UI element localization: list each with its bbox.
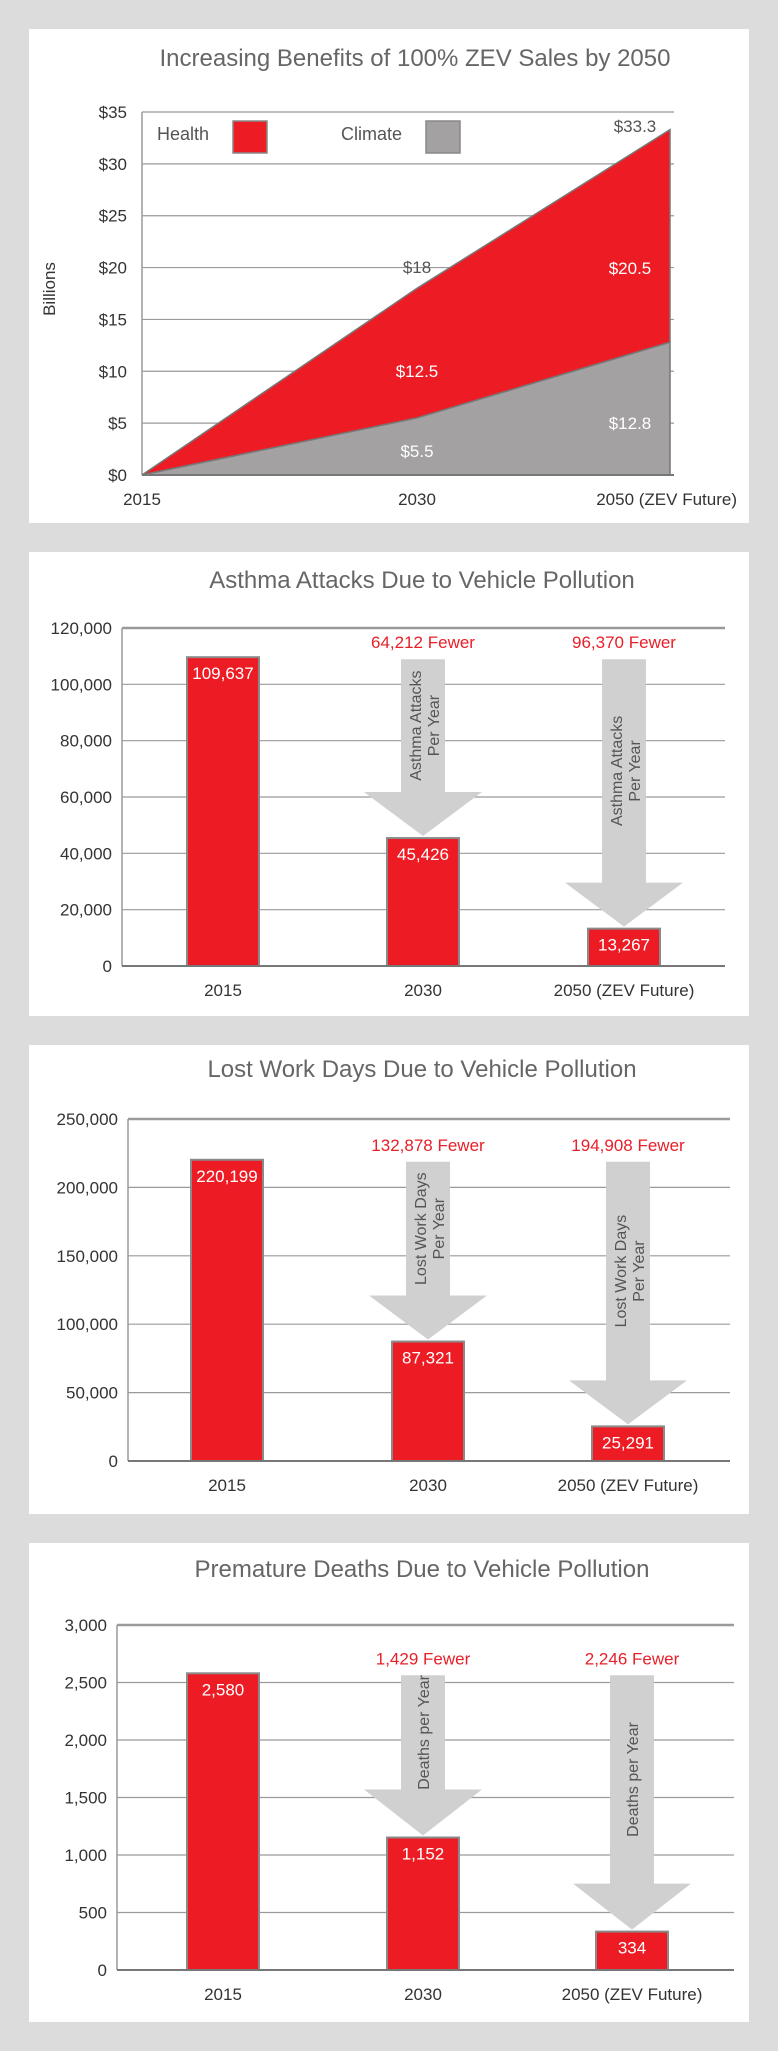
- benefits-area-chart: [29, 29, 749, 523]
- legend-climate-label: Climate: [341, 124, 403, 144]
- x-tick-label: 2030: [409, 1476, 447, 1495]
- x-tick-label: 2030: [404, 1985, 442, 2004]
- bar-value-label: 87,321: [402, 1348, 454, 1368]
- premature-deaths-bar-chart: [29, 1543, 749, 2022]
- premature-deaths-chart-panel: [29, 1543, 749, 2022]
- y-tick-label: 0: [97, 1961, 107, 1980]
- reduction-label: 194,908 Fewer: [571, 1135, 685, 1155]
- y-tick-label: 40,000: [60, 844, 112, 864]
- bar: [187, 1673, 259, 1970]
- y-tick-label: 20,000: [60, 900, 112, 920]
- y-tick-label: $5: [108, 414, 127, 434]
- y-tick-label: 1,500: [64, 1788, 107, 1808]
- x-tick-label: 2050 (ZEV Future): [561, 1985, 703, 2004]
- bar-value-label: 13,267: [598, 935, 650, 955]
- arrow-label: Asthma Attacks: [408, 670, 425, 781]
- bar: [191, 1160, 263, 1461]
- x-tick-label: 2030: [404, 981, 442, 1000]
- asthma-bar-chart: [29, 552, 749, 1016]
- chart-title: Increasing Benefits of 100% ZEV Sales by 2050: [159, 45, 671, 72]
- y-tick-label: 0: [102, 957, 112, 976]
- health-data-label: $20.5: [608, 259, 652, 278]
- arrow-label: Asthma Attacks: [609, 715, 626, 827]
- bar-value-label: 45,426: [397, 845, 449, 865]
- y-tick-label: 2,000: [64, 1731, 107, 1750]
- x-tick-label: 2050 (ZEV Future): [557, 1476, 699, 1495]
- y-tick-label: 1,000: [64, 1846, 107, 1865]
- x-tick-label: 2015: [204, 1985, 242, 2004]
- y-tick-label: $25: [98, 206, 127, 226]
- y-tick-label: 250,000: [56, 1110, 118, 1129]
- y-axis-label: Billions: [40, 262, 59, 316]
- legend-health-label: Health: [157, 124, 210, 144]
- arrow-label: Lost Work Days: [613, 1214, 630, 1328]
- x-tick-label: 2050 (ZEV Future): [596, 490, 737, 509]
- arrow-label: Deaths per Year: [416, 1675, 433, 1790]
- y-tick-label: $35: [98, 103, 127, 122]
- climate-data-label: $5.5: [400, 442, 434, 461]
- arrow-label: Per Year: [627, 740, 644, 802]
- y-tick-label: 150,000: [56, 1246, 118, 1266]
- total-data-label: $18: [402, 258, 432, 277]
- y-tick-label: 200,000: [56, 1178, 118, 1198]
- y-tick-label: 120,000: [50, 619, 112, 638]
- legend-climate-swatch: [426, 121, 460, 153]
- total-data-label: $33.3: [613, 117, 657, 136]
- y-tick-label: $30: [98, 154, 127, 174]
- x-tick-label: 2050 (ZEV Future): [553, 981, 695, 1000]
- arrow-label: Per Year: [431, 1197, 448, 1260]
- bar-value-label: 109,637: [192, 664, 254, 684]
- arrow-label: Per Year: [631, 1240, 648, 1302]
- y-tick-label: $15: [98, 310, 127, 330]
- lost-work-days-chart-panel: [29, 1045, 749, 1514]
- x-tick-label: 2015: [208, 1476, 246, 1495]
- bar: [187, 657, 259, 966]
- y-tick-label: 0: [108, 1452, 118, 1471]
- y-tick-label: 3,000: [64, 1616, 107, 1635]
- reduction-label: 64,212 Fewer: [371, 633, 475, 653]
- health-data-label: $12.5: [395, 362, 439, 381]
- bar-value-label: 25,291: [602, 1433, 654, 1453]
- arrow-label: Per Year: [426, 694, 443, 757]
- y-tick-label: $20: [98, 258, 127, 278]
- y-tick-label: 100,000: [50, 675, 112, 695]
- reduction-label: 96,370 Fewer: [572, 633, 676, 653]
- arrow-label: Lost Work Days: [413, 1172, 430, 1285]
- y-tick-label: 500: [78, 1903, 107, 1923]
- bar-value-label: 220,199: [196, 1166, 258, 1186]
- chart-title: Lost Work Days Due to Vehicle Pollution: [207, 1056, 637, 1083]
- chart-title: Premature Deaths Due to Vehicle Pollution: [194, 1556, 650, 1583]
- arrow-label: Deaths per Year: [625, 1722, 642, 1837]
- asthma-chart-panel: [29, 552, 749, 1016]
- y-tick-label: 60,000: [60, 788, 112, 807]
- legend-health-swatch: [233, 121, 267, 153]
- chart-title: Asthma Attacks Due to Vehicle Pollution: [209, 567, 635, 594]
- climate-data-label: $12.8: [608, 414, 652, 433]
- bar-value-label: 334: [617, 1938, 647, 1958]
- y-tick-label: 50,000: [66, 1383, 118, 1403]
- lost-work-days-bar-chart: [29, 1045, 749, 1514]
- y-tick-label: 2,500: [64, 1673, 107, 1693]
- reduction-label: 2,246 Fewer: [584, 1649, 680, 1669]
- y-tick-label: 100,000: [56, 1315, 118, 1335]
- y-tick-label: $0: [108, 466, 127, 485]
- y-tick-label: 80,000: [60, 731, 112, 751]
- benefits-chart-panel: [29, 29, 749, 523]
- x-tick-label: 2030: [398, 490, 436, 509]
- bar-value-label: 2,580: [201, 1680, 245, 1700]
- x-tick-label: 2015: [123, 490, 161, 509]
- reduction-label: 132,878 Fewer: [371, 1135, 485, 1155]
- y-tick-label: $10: [98, 362, 127, 382]
- x-tick-label: 2015: [204, 981, 242, 1000]
- reduction-label: 1,429 Fewer: [375, 1649, 471, 1669]
- bar-value-label: 1,152: [401, 1844, 445, 1864]
